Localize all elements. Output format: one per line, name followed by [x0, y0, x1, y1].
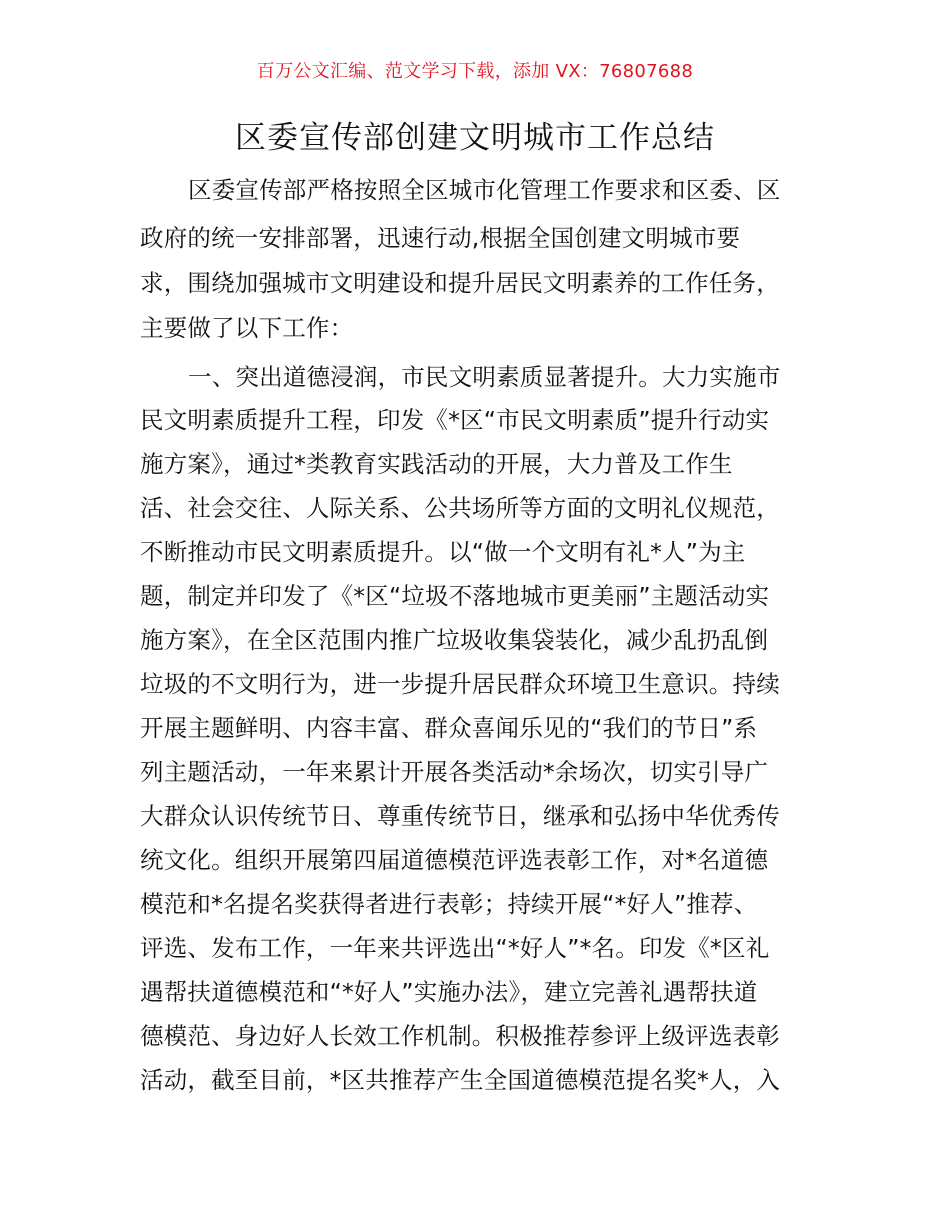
paragraph-line: 垃圾的不文明行为，进一步提升居民群众环境卫生意识。持续	[140, 670, 780, 698]
paragraph-line: 一、突出道德浸润，市民文明素质显著提升。大力实施市	[188, 363, 781, 391]
paragraph-line: 模范和*名提名奖获得者进行表彰；持续开展“*好人”推荐、	[140, 890, 758, 918]
paragraph-line: 遇帮扶道德模范和“*好人”实施办法》，建立完善礼遇帮扶道	[140, 978, 758, 1006]
paragraph-line: 民文明素质提升工程，印发《*区“市民文明素质”提升行动实	[140, 406, 770, 434]
document-title: 区委宣传部创建文明城市工作总结	[235, 120, 715, 156]
paragraph-line: 主要做了以下工作：	[140, 314, 354, 342]
paragraph-line: 施方案》，通过*类教育实践活动的开展，大力普及工作生	[140, 450, 733, 478]
paragraph-line: 活、社会交往、人际关系、公共场所等方面的文明礼仪规范，	[140, 494, 780, 522]
paragraph-line: 评选、发布工作，一年来共评选出“*好人”*名。印发《*区礼	[140, 934, 770, 962]
watermark-header: 百万公文汇编、范文学习下载，添加 VX：76807688	[256, 61, 694, 82]
paragraph-line: 德模范、身边好人长效工作机制。积极推荐参评上级评选表彰	[140, 1022, 780, 1050]
paragraph-line: 政府的统一安排部署，迅速行动,根据全国创建文明城市要	[140, 224, 741, 252]
paragraph-line: 题，制定并印发了《*区“垃圾不落地城市更美丽”主题活动实	[140, 582, 770, 610]
paragraph-line: 大群众认识传统节日、尊重传统节日，继承和弘扬中华优秀传	[140, 802, 780, 830]
paragraph-line: 列主题活动，一年来累计开展各类活动*余场次，切实引导广	[140, 758, 769, 786]
paragraph-line: 活动，截至目前，*区共推荐产生全国道德模范提名奖*人，入	[140, 1066, 781, 1094]
paragraph-line: 不断推动市民文明素质提升。以“做一个文明有礼*人”为主	[140, 538, 746, 566]
paragraph-line: 统文化。组织开展第四届道德模范评选表彰工作，对*名道德	[140, 846, 769, 874]
paragraph-line: 施方案》，在全区范围内推广垃圾收集袋装化，减少乱扔乱倒	[140, 626, 769, 654]
paragraph-line: 开展主题鲜明、内容丰富、群众喜闻乐见的“我们的节日”系	[140, 714, 758, 742]
paragraph-line: 求，围绕加强城市文明建设和提升居民文明素养的工作任务，	[140, 269, 780, 297]
paragraph-line: 区委宣传部严格按照全区城市化管理工作要求和区委、区	[188, 176, 781, 204]
